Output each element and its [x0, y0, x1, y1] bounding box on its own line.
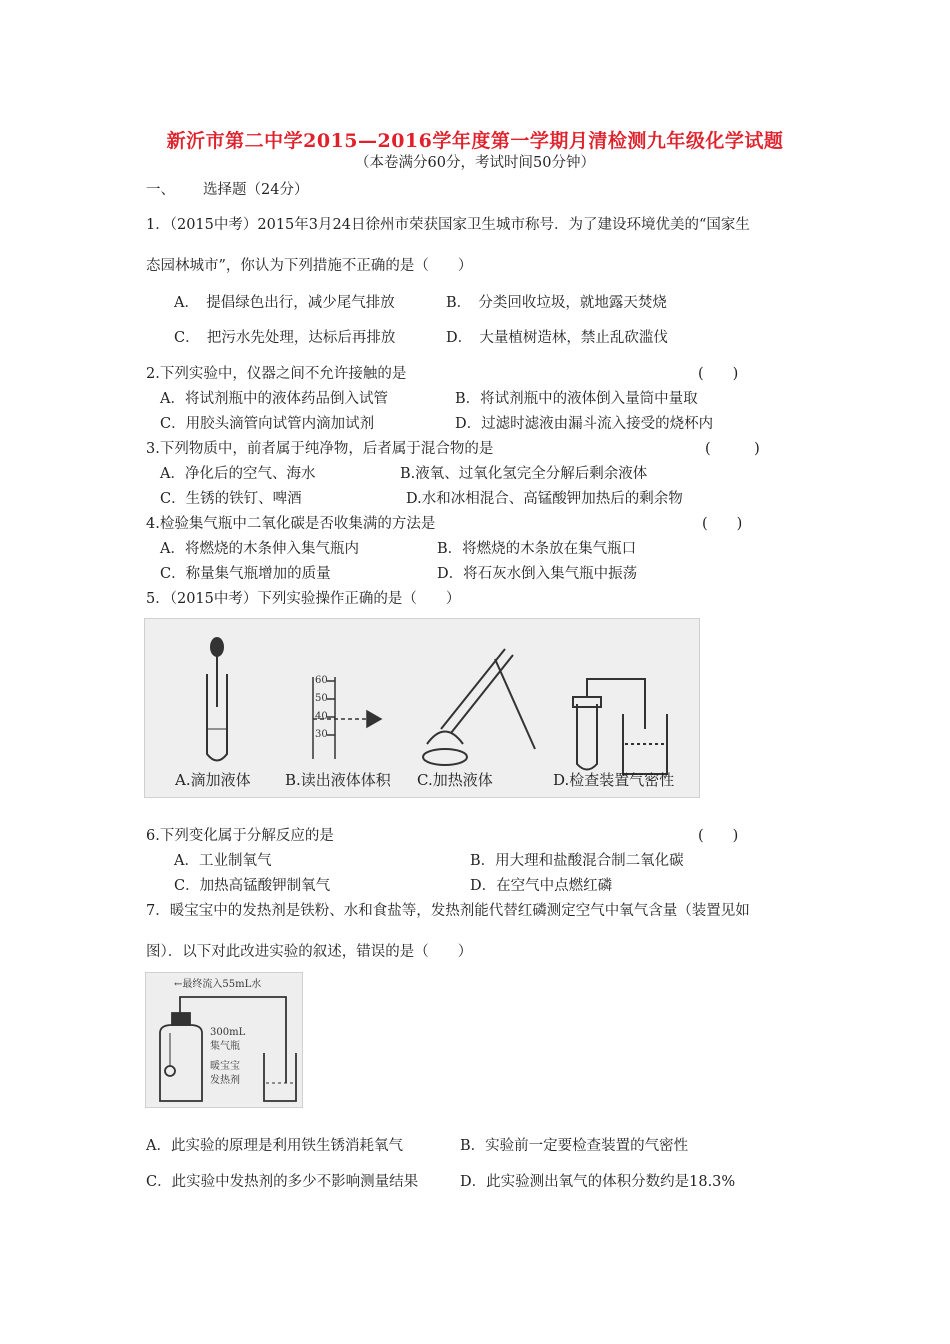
q4-answer-paren: ( )	[702, 516, 743, 532]
q1-option-a: A． 提倡绿色出行，减少尾气排放	[174, 295, 395, 311]
q3-stem: 3.下列物质中，前者属于纯净物，后者属于混合物的是	[146, 441, 494, 457]
q5-figure	[144, 618, 700, 798]
q6-option-d: D．在空气中点燃红磷	[470, 878, 613, 894]
q2-option-d: D．过滤时滤液由漏斗流入接受的烧杯内	[455, 416, 714, 432]
exam-title: 新沂市第二中学2015—2016学年度第一学期月清检测九年级化学试题	[166, 130, 784, 152]
q2-option-b: B．将试剂瓶中的液体倒入量筒中量取	[455, 391, 698, 407]
q2-stem: 2.下列实验中，仪器之间不允许接触的是	[146, 366, 407, 382]
oxygen-measurement-apparatus	[146, 973, 302, 1107]
heater-label-2: 发热剂	[210, 1075, 240, 1086]
caption-b: B.读出液体体积	[285, 771, 391, 789]
q1-stem-line2: 态园林城市”，你认为下列措施不正确的是（ ）	[146, 258, 473, 274]
q4-option-c: C．称量集气瓶增加的质量	[160, 566, 331, 582]
caption-d: D.检查装置气密性	[553, 771, 675, 789]
q3-option-b: B.液氧、过氧化氢完全分解后剩余液体	[400, 466, 648, 482]
q6-stem: 6.下列变化属于分解反应的是	[146, 828, 334, 844]
section-number: 一、	[146, 182, 175, 198]
heater-label-1: 暖宝宝	[210, 1061, 240, 1072]
q6-option-b: B．用大理和盐酸混合制二氧化碳	[470, 853, 684, 869]
exam-subtitle: （本卷满分60分，考试时间50分钟）	[355, 155, 595, 171]
q7-stem-line1: 7．暖宝宝中的发热剂是铁粉、水和食盐等，发热剂能代替红磷测定空气中氧气含量（装置见如	[146, 903, 750, 919]
q3-answer-paren: ( )	[705, 441, 760, 457]
q4-stem: 4.检验集气瓶中二氧化碳是否收集满的方法是	[146, 516, 436, 532]
q4-option-b: B．将燃烧的木条放在集气瓶口	[437, 541, 637, 557]
q2-option-c: C．用胶头滴管向试管内滴加试剂	[160, 416, 375, 432]
q7-option-b: B．实验前一定要检查装置的气密性	[460, 1138, 689, 1154]
q7-stem-line2: 图）．以下对此改进实验的叙述，错误的是（ ）	[146, 944, 473, 960]
q6-option-a: A．工业制氧气	[174, 853, 272, 869]
q2-answer-paren: ( )	[698, 366, 739, 382]
q1-option-c: C． 把污水先处理，达标后再排放	[174, 330, 396, 346]
q1-stem-line1: 1．（2015中考）2015年3月24日徐州市荣获国家卫生城市称号．为了建设环境优美的“国家生	[146, 217, 750, 233]
q1-option-d: D． 大量植树造林，禁止乱砍滥伐	[446, 330, 668, 346]
q7-option-d: D．此实验测出氧气的体积分数约是18.3%	[460, 1174, 736, 1190]
q3-option-a: A．净化后的空气、海水	[160, 466, 316, 482]
section-label: 选择题（24分）	[203, 182, 309, 198]
q1-option-b: B． 分类回收垃圾，就地露天焚烧	[446, 295, 667, 311]
q3-option-c: C．生锈的铁钉、啤酒	[160, 491, 302, 507]
cylinder-tick-50: 50	[315, 693, 328, 704]
lab-operations-illustration	[145, 619, 699, 797]
cylinder-tick-30: 30	[315, 729, 328, 740]
q4-option-d: D．将石灰水倒入集气瓶中振荡	[437, 566, 638, 582]
bottle-name-label: 集气瓶	[210, 1041, 240, 1052]
q6-option-c: C．加热高锰酸钾制氧气	[174, 878, 331, 894]
bottle-volume-label: 300mL	[210, 1027, 246, 1038]
caption-a: A.滴加液体	[175, 771, 251, 789]
q7-option-c: C．此实验中发热剂的多少不影响测量结果	[146, 1174, 419, 1190]
q4-option-a: A．将燃烧的木条伸入集气瓶内	[160, 541, 359, 557]
q3-option-d: D.水和冰相混合、高锰酸钾加热后的剩余物	[406, 491, 683, 507]
q7-option-a: A．此实验的原理是利用铁生锈消耗氧气	[146, 1138, 403, 1154]
q5-stem: 5．（2015中考）下列实验操作正确的是（ ）	[146, 591, 461, 607]
q2-option-a: A．将试剂瓶中的液体药品倒入试管	[160, 391, 388, 407]
flow-label: ←最终流入55mL水	[174, 979, 262, 990]
q7-figure	[145, 972, 303, 1108]
caption-c: C.加热液体	[417, 771, 493, 789]
cylinder-tick-40: 40	[315, 711, 328, 722]
q6-answer-paren: ( )	[698, 828, 739, 844]
cylinder-tick-60: 60	[315, 675, 328, 686]
